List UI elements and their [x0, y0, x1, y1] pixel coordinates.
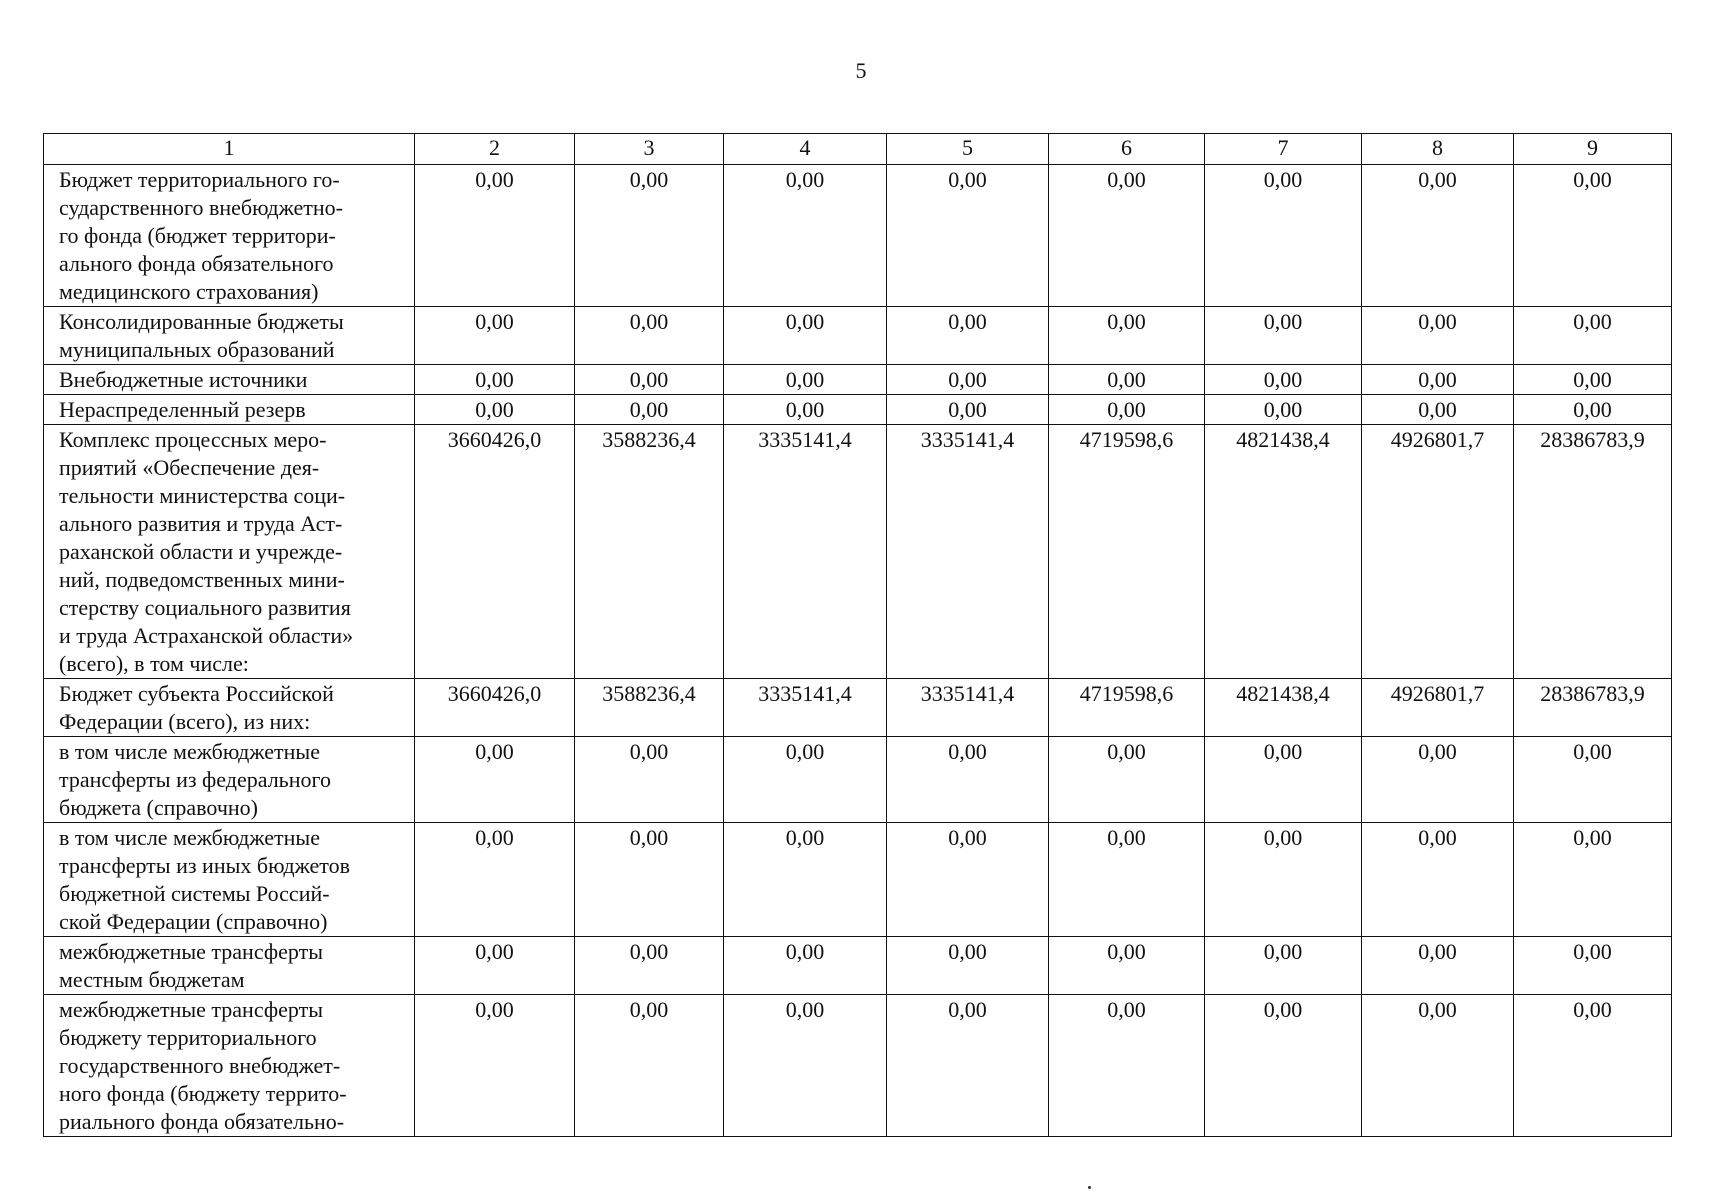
value-cell: 0,00	[415, 937, 575, 995]
value-cell: 0,00	[1514, 823, 1672, 937]
value-cell: 0,00	[1362, 365, 1514, 395]
row-label-line: бюджета (справочно)	[59, 795, 258, 820]
value-cell: 4926801,7	[1362, 425, 1514, 679]
row-label-cell	[44, 679, 415, 737]
scan-dot	[1088, 1186, 1091, 1189]
column-header: 8	[1362, 134, 1514, 165]
value-cell: 0,00	[1205, 823, 1362, 937]
column-header: 4	[724, 134, 887, 165]
row-label-line: (всего), в том числе:	[59, 651, 249, 676]
row-label-line: приятий «Обеспечение дея-	[59, 455, 320, 480]
value-cell: 0,00	[1049, 365, 1205, 395]
value-cell: 0,00	[887, 995, 1049, 1137]
row-label-line: межбюджетные трансферты	[59, 997, 323, 1022]
value-cell: 0,00	[1514, 737, 1672, 823]
value-cell: 0,00	[575, 365, 724, 395]
row-label-cell	[44, 165, 415, 307]
value-cell: 0,00	[1514, 995, 1672, 1137]
header-row	[44, 134, 1672, 165]
row-label-line: сударственного внебюджетно-	[59, 195, 343, 220]
value-cell: 0,00	[887, 395, 1049, 425]
value-cell: 0,00	[415, 995, 575, 1137]
value-cell: 0,00	[1362, 395, 1514, 425]
row-label-cell	[44, 395, 415, 425]
value-cell: 0,00	[1205, 165, 1362, 307]
value-cell: 4821438,4	[1205, 679, 1362, 737]
value-cell: 0,00	[1514, 307, 1672, 365]
value-cell: 0,00	[575, 165, 724, 307]
row-label-line: ального фонда обязательного	[59, 251, 334, 276]
value-cell: 3335141,4	[724, 425, 887, 679]
value-cell: 3335141,4	[887, 425, 1049, 679]
value-cell: 0,00	[575, 937, 724, 995]
table-row	[44, 679, 1672, 737]
table-row	[44, 737, 1672, 823]
value-cell: 28386783,9	[1514, 679, 1672, 737]
value-cell: 3660426,0	[415, 679, 575, 737]
table-row	[44, 395, 1672, 425]
row-label-line: Комплекс процессных меро-	[59, 427, 327, 452]
value-cell: 0,00	[887, 165, 1049, 307]
value-cell: 0,00	[1049, 995, 1205, 1137]
row-label-line: государственного внебюджет-	[59, 1053, 341, 1078]
value-cell: 0,00	[724, 737, 887, 823]
row-label-line: медицинского страхования)	[59, 279, 319, 304]
row-label-line: тельности министерства соци-	[59, 483, 346, 508]
table-row	[44, 823, 1672, 937]
value-cell: 0,00	[415, 165, 575, 307]
row-label-line: межбюджетные трансферты	[59, 939, 323, 964]
value-cell: 0,00	[1362, 995, 1514, 1137]
row-label-line: Бюджет территориального го-	[59, 167, 340, 192]
table-body	[44, 165, 1672, 1137]
value-cell: 0,00	[1362, 737, 1514, 823]
value-cell: 0,00	[1049, 307, 1205, 365]
row-label-line: трансферты из федерального	[59, 767, 331, 792]
column-header: 2	[415, 134, 575, 165]
row-label-line: муниципальных образований	[59, 337, 335, 362]
value-cell: 0,00	[1049, 937, 1205, 995]
value-cell: 0,00	[1362, 165, 1514, 307]
value-cell: 0,00	[724, 395, 887, 425]
table-row	[44, 425, 1672, 679]
value-cell: 3335141,4	[724, 679, 887, 737]
value-cell: 0,00	[724, 165, 887, 307]
table-row	[44, 307, 1672, 365]
value-cell: 0,00	[1049, 737, 1205, 823]
row-label-line: бюджету территориального	[59, 1025, 317, 1050]
column-header: 9	[1514, 134, 1672, 165]
row-label-line: Консолидированные бюджеты	[59, 309, 344, 334]
value-cell: 0,00	[1362, 823, 1514, 937]
row-label-line: местным бюджетам	[59, 967, 245, 992]
value-cell: 0,00	[724, 937, 887, 995]
value-cell: 0,00	[1205, 307, 1362, 365]
value-cell: 0,00	[1514, 937, 1672, 995]
row-label-line: Бюджет субъекта Российской	[59, 681, 334, 706]
value-cell: 0,00	[1205, 937, 1362, 995]
row-label-cell	[44, 995, 415, 1137]
row-label-cell	[44, 937, 415, 995]
value-cell: 0,00	[887, 823, 1049, 937]
page-number: 5	[855, 58, 867, 83]
value-cell: 0,00	[1362, 937, 1514, 995]
value-cell: 0,00	[575, 737, 724, 823]
value-cell: 4719598,6	[1049, 679, 1205, 737]
value-cell: 0,00	[887, 937, 1049, 995]
row-label-cell	[44, 823, 415, 937]
table-row	[44, 165, 1672, 307]
row-label-line: бюджетной системы Россий-	[59, 881, 330, 906]
column-header: 5	[887, 134, 1049, 165]
value-cell: 0,00	[1049, 165, 1205, 307]
value-cell: 0,00	[724, 307, 887, 365]
value-cell: 0,00	[415, 395, 575, 425]
value-cell: 0,00	[1049, 395, 1205, 425]
value-cell: 0,00	[575, 307, 724, 365]
column-header: 6	[1049, 134, 1205, 165]
row-label-line: в том числе межбюджетные	[59, 739, 320, 764]
value-cell: 0,00	[575, 823, 724, 937]
value-cell: 0,00	[575, 395, 724, 425]
value-cell: 0,00	[1205, 365, 1362, 395]
row-label-line: Федерации (всего), из них:	[59, 709, 311, 734]
value-cell: 4821438,4	[1205, 425, 1362, 679]
value-cell: 0,00	[415, 737, 575, 823]
value-cell: 0,00	[1205, 737, 1362, 823]
row-label-line: Нераспределенный резерв	[59, 397, 306, 422]
value-cell: 0,00	[1205, 395, 1362, 425]
row-label-line: стерству социального развития	[59, 595, 351, 620]
row-label-cell	[44, 737, 415, 823]
value-cell: 0,00	[415, 307, 575, 365]
table-row	[44, 365, 1672, 395]
value-cell: 0,00	[724, 823, 887, 937]
value-cell: 0,00	[1205, 995, 1362, 1137]
value-cell: 0,00	[415, 823, 575, 937]
row-label-line: ской Федерации (справочно)	[59, 909, 328, 934]
value-cell: 3588236,4	[575, 679, 724, 737]
value-cell: 3660426,0	[415, 425, 575, 679]
row-label-cell	[44, 307, 415, 365]
value-cell: 0,00	[575, 995, 724, 1137]
value-cell: 3335141,4	[887, 679, 1049, 737]
value-cell: 0,00	[1514, 165, 1672, 307]
value-cell: 0,00	[415, 365, 575, 395]
row-label-cell	[44, 365, 415, 395]
value-cell: 28386783,9	[1514, 425, 1672, 679]
value-cell: 0,00	[1514, 365, 1672, 395]
row-label-line: Внебюджетные источники	[59, 367, 308, 392]
value-cell: 0,00	[1049, 823, 1205, 937]
value-cell: 4719598,6	[1049, 425, 1205, 679]
value-cell: 0,00	[887, 307, 1049, 365]
value-cell: 0,00	[887, 365, 1049, 395]
value-cell: 3588236,4	[575, 425, 724, 679]
row-label-line: и труда Астраханской области»	[59, 623, 354, 648]
column-header: 7	[1205, 134, 1362, 165]
row-label-line: ний, подведомственных мини-	[59, 567, 345, 592]
row-label-line: ального развития и труда Аст-	[59, 511, 343, 536]
row-label-line: трансферты из иных бюджетов	[59, 853, 350, 878]
value-cell: 0,00	[724, 365, 887, 395]
column-header: 1	[44, 134, 415, 165]
row-label-line: ного фонда (бюджету террито-	[59, 1081, 347, 1106]
row-label-line: раханской области и учрежде-	[59, 539, 343, 564]
budget-table	[43, 133, 1672, 1137]
row-label-cell	[44, 425, 415, 679]
value-cell: 0,00	[724, 995, 887, 1137]
row-label-line: в том числе межбюджетные	[59, 825, 320, 850]
table-row	[44, 937, 1672, 995]
column-header: 3	[575, 134, 724, 165]
row-label-line: риального фонда обязательно-	[59, 1109, 345, 1134]
value-cell: 0,00	[1362, 307, 1514, 365]
row-label-line: го фонда (бюджет территори-	[59, 223, 336, 248]
value-cell: 0,00	[887, 737, 1049, 823]
table-row	[44, 995, 1672, 1137]
value-cell: 4926801,7	[1362, 679, 1514, 737]
value-cell: 0,00	[1514, 395, 1672, 425]
